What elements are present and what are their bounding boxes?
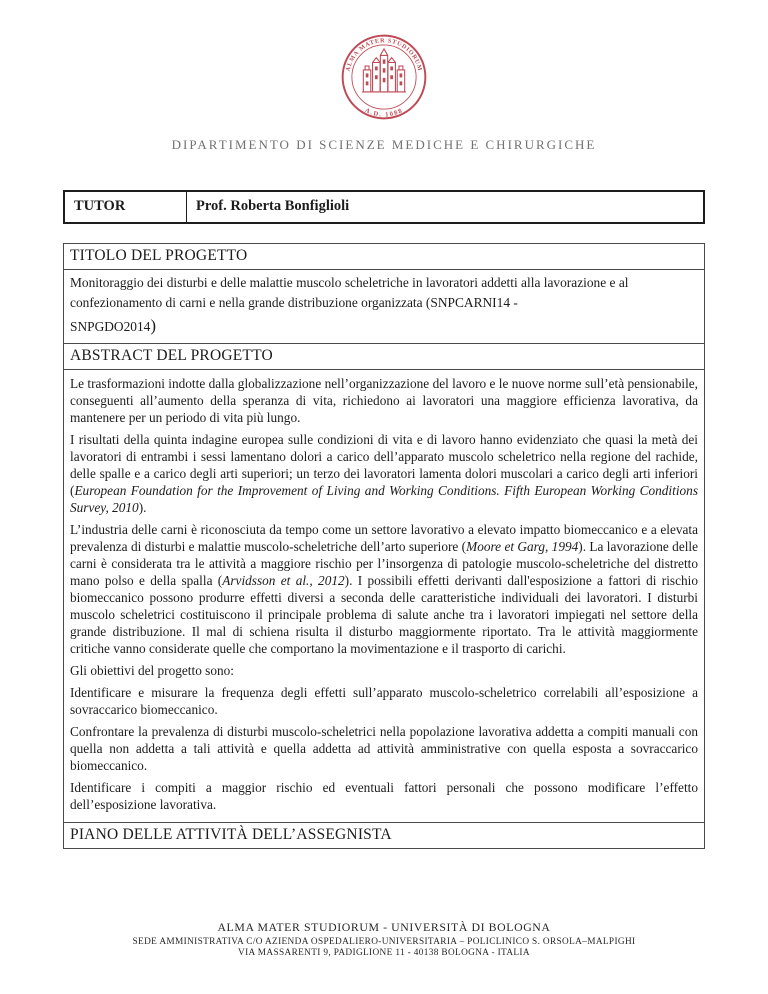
abstract-content bbox=[64, 369, 705, 822]
tutor-table bbox=[63, 190, 705, 224]
table-row bbox=[64, 244, 705, 270]
abstract-paragraph bbox=[70, 779, 698, 813]
abstract-paragraph bbox=[70, 723, 698, 774]
text-segment: L’industria delle carni è riconosciuta da tempo come un settore lavorativo a elevato impatto biomeccanico e a elevata prevalenza di disturbi e malattie muscolo-scheletriche dell’arto superiore ( bbox=[70, 521, 698, 554]
citation-italic-text: Moore et Garg, 1994 bbox=[466, 538, 579, 554]
section-header-piano: PIANO DELLE ATTIVITÀ DELL’ASSEGNISTA bbox=[64, 823, 705, 849]
text-segment: Confrontare la prevalenza di disturbi muscolo-scheletrici nella popolazione lavorativa addetta a compiti manuali con quella non addetta a tali attività e quella addetta ad attività amministrative con quella esposta a sovraccarico biomeccanico. bbox=[70, 724, 698, 774]
text-segment: ). bbox=[138, 499, 147, 515]
abstract-paragraph bbox=[70, 684, 698, 718]
tutor-label-cell: TUTOR bbox=[64, 191, 187, 223]
text-segment: I risultati della quinta indagine europea sulle condizioni di vita e di lavoro hanno evidenziato che quasi la metà dei lavoratori di entrambi i sessi lamentano dolori a carico dell’apparato muscolo scheletrico nella regione del rachide, delle spalle e a carico degli arti superiori; un terzo dei lavoratori lamenta dolori muscolari a carico degli arti inferiori ( bbox=[70, 431, 698, 498]
abstract-paragraph bbox=[70, 662, 698, 679]
table-row bbox=[64, 270, 705, 344]
footer bbox=[0, 920, 768, 958]
seal-year-text: A.D. 1088 bbox=[363, 107, 405, 119]
text-segment: ). I possibili effetti derivanti dall'esposizione a fattori di rischio biomeccanico possono produrre effetti diversi a seconda delle caratteristiche individuali dei lavoratori. I disturbi muscolo scheletrici costituiscono il principale problema di salute anche tra i lavoratori impiegati nel settore della grande distribuzione. Il mal di schiena risulta il disturbo maggiormente riportato. Tra le attività maggiormente critiche vanno considerate quelle che comportano la movimentazione e il trasporto di carichi. bbox=[70, 572, 698, 657]
table-row bbox=[64, 343, 705, 369]
document-header bbox=[63, 0, 705, 153]
project-title-text bbox=[64, 270, 705, 344]
text-segment: ) bbox=[150, 315, 157, 335]
tutor-row bbox=[64, 191, 704, 223]
tutor-value-cell: Prof. Roberta Bonfiglioli bbox=[187, 191, 705, 223]
text-segment: ). La lavorazione delle carni è considerata tra le attività a maggiore rischio per l’insorgenza di patologie muscolo-scheletriche del distretto mano polso e della spalla ( bbox=[70, 538, 699, 588]
citation-italic-text: Arvidsson et al., 2012 bbox=[222, 572, 345, 588]
department-title: DIPARTIMENTO DI SCIENZE MEDICHE E CHIRURGICHE bbox=[171, 137, 597, 152]
seal-ring-text: ALMA MATER STUDIORUM bbox=[345, 38, 423, 73]
abstract-paragraph bbox=[70, 375, 698, 426]
abstract-paragraph bbox=[70, 431, 698, 516]
text-segment: Identificare i compiti a maggior rischio ed eventuali fattori personali che possono modificare l’effetto dell’esposizione lavorativa. bbox=[70, 780, 698, 813]
table-row bbox=[64, 369, 705, 822]
citation-italic-text: European Foundation for the Improvement of Living and Working Conditions. Fifth European Working Conditions Survey, 2010 bbox=[70, 482, 698, 515]
project-table bbox=[63, 243, 705, 849]
text-segment: Identificare e misurare la frequenza degli effetti sull’apparato muscolo-scheletrico correlabili all’esposizione a sovraccarico biomeccanico. bbox=[70, 685, 698, 718]
abstract-paragraph bbox=[70, 521, 698, 657]
table-row bbox=[64, 823, 705, 849]
text-segment: Le trasformazioni indotte dalla globalizzazione nell’organizzazione del lavoro e le nuove norme sull’età pensionabile, conseguenti all’aumento della speranza di vita, richiedono ai lavoratori una maggiore efficienza lavorativa, da mantenere per un periodo di vita più lungo. bbox=[70, 375, 698, 425]
text-segment: Gli obiettivi del progetto sono: bbox=[70, 663, 234, 679]
footer-line-address1: SEDE AMMINISTRATIVA C/O AZIENDA OSPEDALIERO-UNIVERSITARIA – POLICLINICO S. ORSOLA–MALPIGHI bbox=[132, 937, 636, 947]
university-seal-logo bbox=[335, 33, 433, 121]
section-header-titolo: TITOLO DEL PROGETTO bbox=[64, 244, 705, 270]
footer-line-university: ALMA MATER STUDIORUM - UNIVERSITÀ DI BOLOGNA bbox=[217, 920, 551, 934]
footer-line-address2: VIA MASSARENTI 9, PADIGLIONE 11 - 40138 BOLOGNA - ITALIA bbox=[238, 948, 530, 958]
text-segment: Monitoraggio dei disturbi e delle malattie muscolo scheletriche in lavoratori addetti alla lavorazione e al confezionamento di carni e nella grande distribuzione organizzata (SNPCARNI14 - bbox=[70, 275, 629, 310]
seal-emblem-towers bbox=[362, 49, 406, 92]
text-segment: SNPGDO2014 bbox=[70, 318, 151, 334]
section-header-abstract: ABSTRACT DEL PROGETTO bbox=[64, 343, 705, 369]
